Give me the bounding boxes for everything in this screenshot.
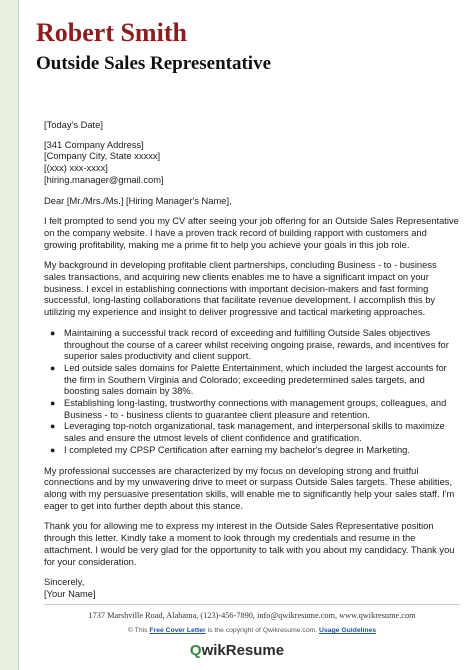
bullet-icon: ●	[50, 362, 56, 373]
bullet-icon: ●	[50, 398, 56, 409]
credit-middle: is the copyright of Qwikresume.com.	[205, 627, 320, 634]
logo-q: Q	[189, 642, 202, 659]
paragraph-closing: Thank you for allowing me to express my interest in the Outside Sales Representative position through this letter. Kindly take a moment to look through my credentials and resume in the attachment. I would be very glad for the opportunity to talk with you about my candidacy. Thank you for your consideration.	[44, 521, 455, 567]
address-line: [(xxx) xxx-xxxx]	[44, 163, 108, 174]
list-item: ● Led outside sales domains for Palette Entertainment, which included the largest accounts for the firm in Southern Virginia and Colorado; exceeding predetermined sales targets, and boosting sales domain by 38%.	[50, 362, 447, 397]
left-accent-line	[18, 0, 19, 670]
letter-date: [Today's Date]	[44, 120, 103, 130]
closing: Sincerely,	[44, 577, 85, 588]
letter-header	[36, 18, 456, 76]
paragraph-intro: I felt prompted to send you my CV after seeing your job offering for an Outside Sales Representative on the company website. I have a proven track record of building rapport with customers and growing profitability, making me a prime fit to help you achieve your goals in this job role.	[44, 216, 459, 250]
letter-body	[44, 120, 460, 601]
list-item: ● Establishing long-lasting, trustworthy connections with management groups, colleagues, and Business - to - business clients to guarantee client pleasure and retention.	[50, 398, 447, 420]
list-item: ● I completed my CPSP Certification after earning my bachelor's degree in Marketing.	[50, 444, 410, 455]
address-line: [hiring.manager@gmail.com]	[44, 174, 164, 185]
applicant-name: Robert Smith	[36, 18, 187, 47]
achievement-list	[44, 328, 460, 457]
usage-guidelines-link[interactable]: Usage Guidelines	[319, 627, 377, 634]
paragraph-background: My background in developing profitable client partnerships, concluding Business - to - business sales transactions, and acquiring new clients enables me to have a significant impact on your business. I excel in establishing connections with important decision-makers and fast forming successful, long-lasting collaborations that facilitate revenue development. I accomplish this by utilizing my experience and insight to deliver progressive and tactical marketing approaches.	[44, 260, 437, 318]
recipient-address	[44, 140, 460, 187]
address-line: [Company City, State xxxxx]	[44, 151, 161, 162]
footer-divider	[44, 604, 460, 605]
free-cover-letter-link[interactable]: Free Cover Letter	[149, 627, 206, 634]
list-item: ● Maintaining a successful track record of exceeding and fulfilling Outside Sales objectives throughout the course of a career whilst receiving ongoing praise, rewards, and incentives for superior sales productivity and client support.	[50, 327, 449, 362]
footer-credit	[44, 627, 460, 634]
paragraph-successes: My professional successes are characterized by my focus on developing strong and fruitful connections and by my unwavering drive to meet or surpass Outside Sales targets. These abilities, along with my persuasive presentation skills, will enable me to significantly help your sales staff. I'm eager to get into further depth about this stance.	[44, 465, 455, 511]
signature-name: [Your Name]	[44, 588, 96, 599]
credit-prefix: © This	[127, 627, 150, 634]
bullet-icon: ●	[50, 421, 56, 432]
bullet-icon: ●	[50, 327, 56, 338]
address-line: [341 Company Address]	[44, 139, 144, 150]
bullet-icon: ●	[50, 444, 56, 455]
left-accent-band	[0, 0, 18, 670]
footer-contact: 1737 Marshville Road, Alabama, (123)-456-7890, info@qwikresume.com, www.qwikresume.com	[88, 611, 416, 620]
job-title: Outside Sales Representative	[36, 53, 272, 74]
salutation: Dear [Mr./Mrs./Ms.] [Hiring Manager's Name],	[44, 195, 232, 206]
qwikresume-logo[interactable]	[0, 642, 474, 659]
logo-text: wikResume	[201, 642, 285, 659]
list-item: ● Leveraging top-notch organizational, task management, and interpersonal skills to maximize sales and ensure the utmost levels of client confidence and gratification.	[50, 421, 445, 444]
